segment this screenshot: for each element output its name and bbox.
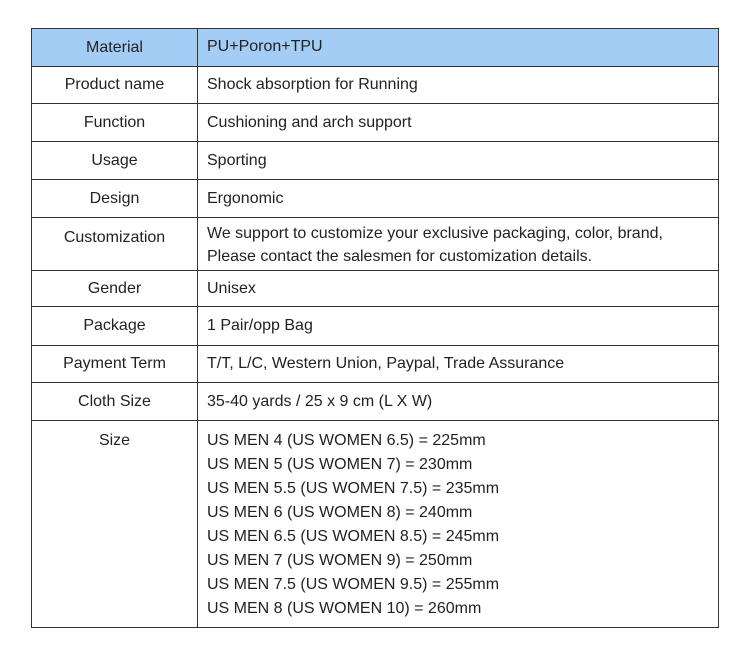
spec-row-material bbox=[32, 29, 719, 67]
size-line: US MEN 4 (US WOMEN 6.5) = 225mm bbox=[207, 432, 486, 449]
product-spec-table bbox=[31, 28, 719, 628]
size-line: US MEN 6 (US WOMEN 8) = 240mm bbox=[207, 504, 473, 521]
spec-value: Sporting bbox=[198, 142, 719, 180]
spec-label: Gender bbox=[32, 271, 198, 307]
spec-label: Customization bbox=[32, 218, 198, 271]
spec-value-multiline bbox=[198, 421, 719, 628]
spec-label: Cloth Size bbox=[32, 383, 198, 421]
size-line: US MEN 5.5 (US WOMEN 7.5) = 235mm bbox=[207, 480, 500, 497]
spec-value: 1 Pair/opp Bag bbox=[198, 307, 719, 346]
spec-value: Cushioning and arch support bbox=[198, 104, 719, 142]
spec-label: Payment Term bbox=[32, 346, 198, 383]
spec-row-function bbox=[32, 104, 719, 142]
spec-value: T/T, L/C, Western Union, Paypal, Trade Assurance bbox=[198, 346, 719, 383]
spec-row-customization bbox=[32, 218, 719, 271]
spec-label: Usage bbox=[32, 142, 198, 180]
spec-value: Unisex bbox=[198, 271, 719, 307]
spec-value: Shock absorption for Running bbox=[198, 67, 719, 104]
spec-label: Package bbox=[32, 307, 198, 346]
size-line: US MEN 5 (US WOMEN 7) = 230mm bbox=[207, 456, 473, 473]
text-line: Please contact the salesmen for customization details. bbox=[207, 248, 593, 265]
spec-row-design bbox=[32, 180, 719, 218]
spec-row-usage bbox=[32, 142, 719, 180]
spec-value: 35-40 yards / 25 x 9 cm (L X W) bbox=[198, 383, 719, 421]
spec-row-package bbox=[32, 307, 719, 346]
spec-label: Size bbox=[32, 421, 198, 628]
spec-row-cloth-size bbox=[32, 383, 719, 421]
spec-row-gender bbox=[32, 271, 719, 307]
spec-row-size bbox=[32, 421, 719, 628]
text-line: We support to customize your exclusive packaging, color, brand, bbox=[207, 225, 663, 242]
spec-row-payment-term bbox=[32, 346, 719, 383]
spec-label: Function bbox=[32, 104, 198, 142]
spec-label: Material bbox=[32, 29, 198, 67]
size-line: US MEN 6.5 (US WOMEN 8.5) = 245mm bbox=[207, 528, 500, 545]
size-line: US MEN 8 (US WOMEN 10) = 260mm bbox=[207, 600, 482, 617]
size-line: US MEN 7 (US WOMEN 9) = 250mm bbox=[207, 552, 473, 569]
spec-row-product-name bbox=[32, 67, 719, 104]
spec-value: Ergonomic bbox=[198, 180, 719, 218]
spec-label: Design bbox=[32, 180, 198, 218]
spec-value-multiline bbox=[198, 218, 719, 271]
spec-value: PU+Poron+TPU bbox=[198, 29, 719, 67]
spec-label: Product name bbox=[32, 67, 198, 104]
size-line: US MEN 7.5 (US WOMEN 9.5) = 255mm bbox=[207, 576, 500, 593]
